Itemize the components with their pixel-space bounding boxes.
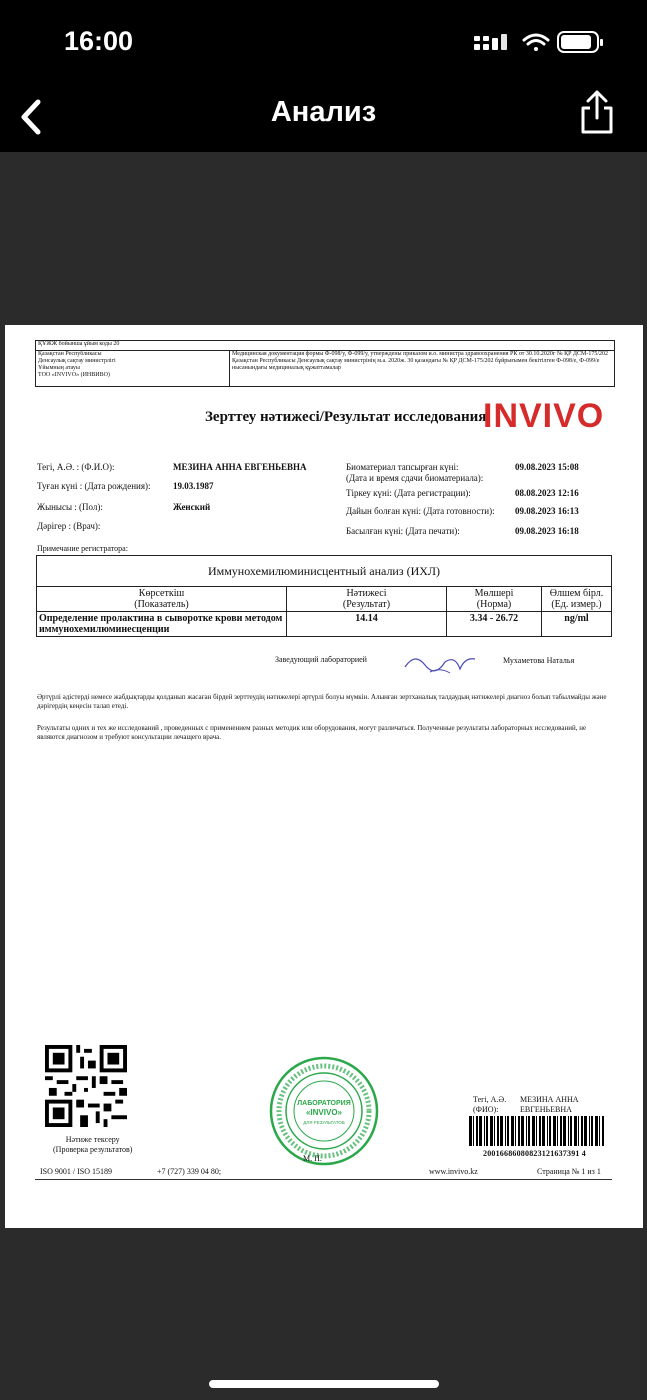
form-code: ҚҰЖЖ бойынша ұйым коды 20: [36, 341, 614, 351]
doctor-label: Дәрігер : (Врач):: [37, 521, 101, 531]
svg-text:«INVIVO»: «INVIVO»: [305, 1108, 343, 1117]
print-date: 09.08.2023 16:18: [515, 526, 579, 536]
header-right: Медицинская документация формы Ф-098/у, Ф-099/у, утверждены приказом и.о. министра здравоохранения РК от 30.10.2020г № ҚР ДСМ-175/202 Қазақстан Республикасы Денсаулық сақтау министрінің м.а. 2020ж. 30 қазандағы № ҚР ДСМ-175/202 бұйрығымен бекітілген Ф-098/е, Ф-099/е нысанындағы медициналық құжаттамалар: [232, 351, 609, 371]
patient-name: МЕЗИНА АННА ЕВГЕНЬЕВНА: [173, 462, 307, 472]
collect-date: 09.08.2023 15:08: [515, 462, 579, 472]
test-result: 14.14: [287, 612, 447, 637]
reg-date: 08.08.2023 12:16: [515, 488, 579, 498]
fio-label: Тегі, А.Ә. (ФИО):: [473, 1095, 507, 1114]
disclaimer-kz: Әртүрлі әдістерді немесе жабдықтарды қолданып жасаған бірдей зерттеудің нәтижелері әртүрлі болуы мүмкін. Алынған зертханалық талдаудың нәтижелері диагноз болып табылмайды және дәрігердің кеңесін талап етеді.: [37, 693, 607, 710]
ready-label: Дайын болған күні: (Дата готовности):: [346, 506, 495, 516]
document-header: [35, 340, 615, 387]
fio-name: МЕЗИНА АННА ЕВГЕНЬЕВНА: [520, 1095, 579, 1114]
test-name: Определение пролактина в сыворотке крови методом иммунохемилюминесценции: [37, 612, 287, 637]
collect-label-ru: (Дата и время сдачи биоматериала):: [346, 473, 484, 483]
signal-icon: [474, 34, 507, 50]
dob-label: Туған күні : (Дата рождения):: [37, 481, 151, 491]
site-link[interactable]: www.invivo.kz: [429, 1167, 478, 1176]
svg-text:ДЛЯ РЕЗУЛЬТАТОВ: ДЛЯ РЕЗУЛЬТАТОВ: [303, 1120, 345, 1125]
table-header-row: Көрсеткіш (Показатель) Нәтижесі (Результат) Мөлшері (Норма) Өлшем бірл. (Ед. измер.): [37, 587, 612, 612]
invivo-logo: INVIVO: [483, 397, 605, 435]
sex-label: Жынысы : (Пол):: [37, 502, 103, 512]
results-table: [36, 555, 612, 637]
barcode-number: 20016686080823121637391 4: [483, 1149, 586, 1158]
document-title: Зерттеу нәтижесі/Результат исследования: [205, 409, 487, 425]
qr-label: Нәтиже тексеру (Проверка результатов): [53, 1135, 133, 1154]
svg-text:ЛАБОРАТОРИЯ: ЛАБОРАТОРИЯ: [297, 1100, 351, 1107]
status-time: 16:00: [64, 26, 134, 56]
test-unit: ng/ml: [542, 612, 612, 637]
nav-bar: [0, 88, 647, 152]
head-name: Мухаметова Наталья: [503, 656, 575, 665]
registrar-note-label: Примечание регистратора:: [37, 544, 128, 553]
qr-code-icon: [45, 1045, 127, 1127]
footer-divider: [35, 1179, 612, 1180]
battery-icon: [558, 32, 603, 52]
page-number: Страница № 1 из 1: [537, 1167, 601, 1176]
collect-label: Биоматериал тапсырған күні:: [346, 462, 459, 472]
document-page: [5, 325, 643, 1228]
page-title: Анализ: [270, 96, 377, 128]
disclaimer-ru: Результаты одних и тех же исследований , проведенных с применением разных методик или оборудования, могут различаться. Полученные результаты лабораторных исследований, не являются диагнозом и требуют консультации лечащего врача.: [37, 724, 587, 741]
mp-text: М. П.: [303, 1154, 322, 1163]
head-label: Заведующий лабораторией: [275, 655, 367, 664]
status-bar: [0, 0, 647, 88]
share-icon[interactable]: [577, 88, 617, 138]
test-norm: 3.34 - 26.72: [447, 612, 542, 637]
lab-stamp: [268, 1055, 380, 1167]
barcode-icon: [467, 1116, 607, 1148]
phone-text: +7 (727) 339 04 80;: [157, 1167, 222, 1176]
iso-text: ISO 9001 / ISO 15189: [40, 1167, 113, 1176]
table-title: Иммунохемилюминисцентный анализ (ИХЛ): [37, 556, 612, 587]
home-indicator[interactable]: [209, 1380, 439, 1388]
status-icons: [474, 30, 609, 58]
table-row: [37, 612, 612, 637]
patient-dob: 19.03.1987: [173, 481, 214, 491]
signature: [400, 647, 480, 677]
reg-label: Тіркеу күні: (Дата регистрации):: [346, 488, 471, 498]
ready-date: 09.08.2023 16:13: [515, 506, 579, 516]
wifi-icon: [524, 35, 548, 51]
patient-sex: Женский: [173, 502, 211, 512]
header-left: Қазақстан Республикасы Денсаулық сақтау министрлігі Ұйымның атауы ТОО «INVIVO» (ИНВИВО): [38, 351, 116, 378]
print-label: Басылған күні: (Дата печати):: [346, 526, 460, 536]
name-label: Тегі, А.Ә. : (Ф.И.О):: [37, 462, 115, 472]
